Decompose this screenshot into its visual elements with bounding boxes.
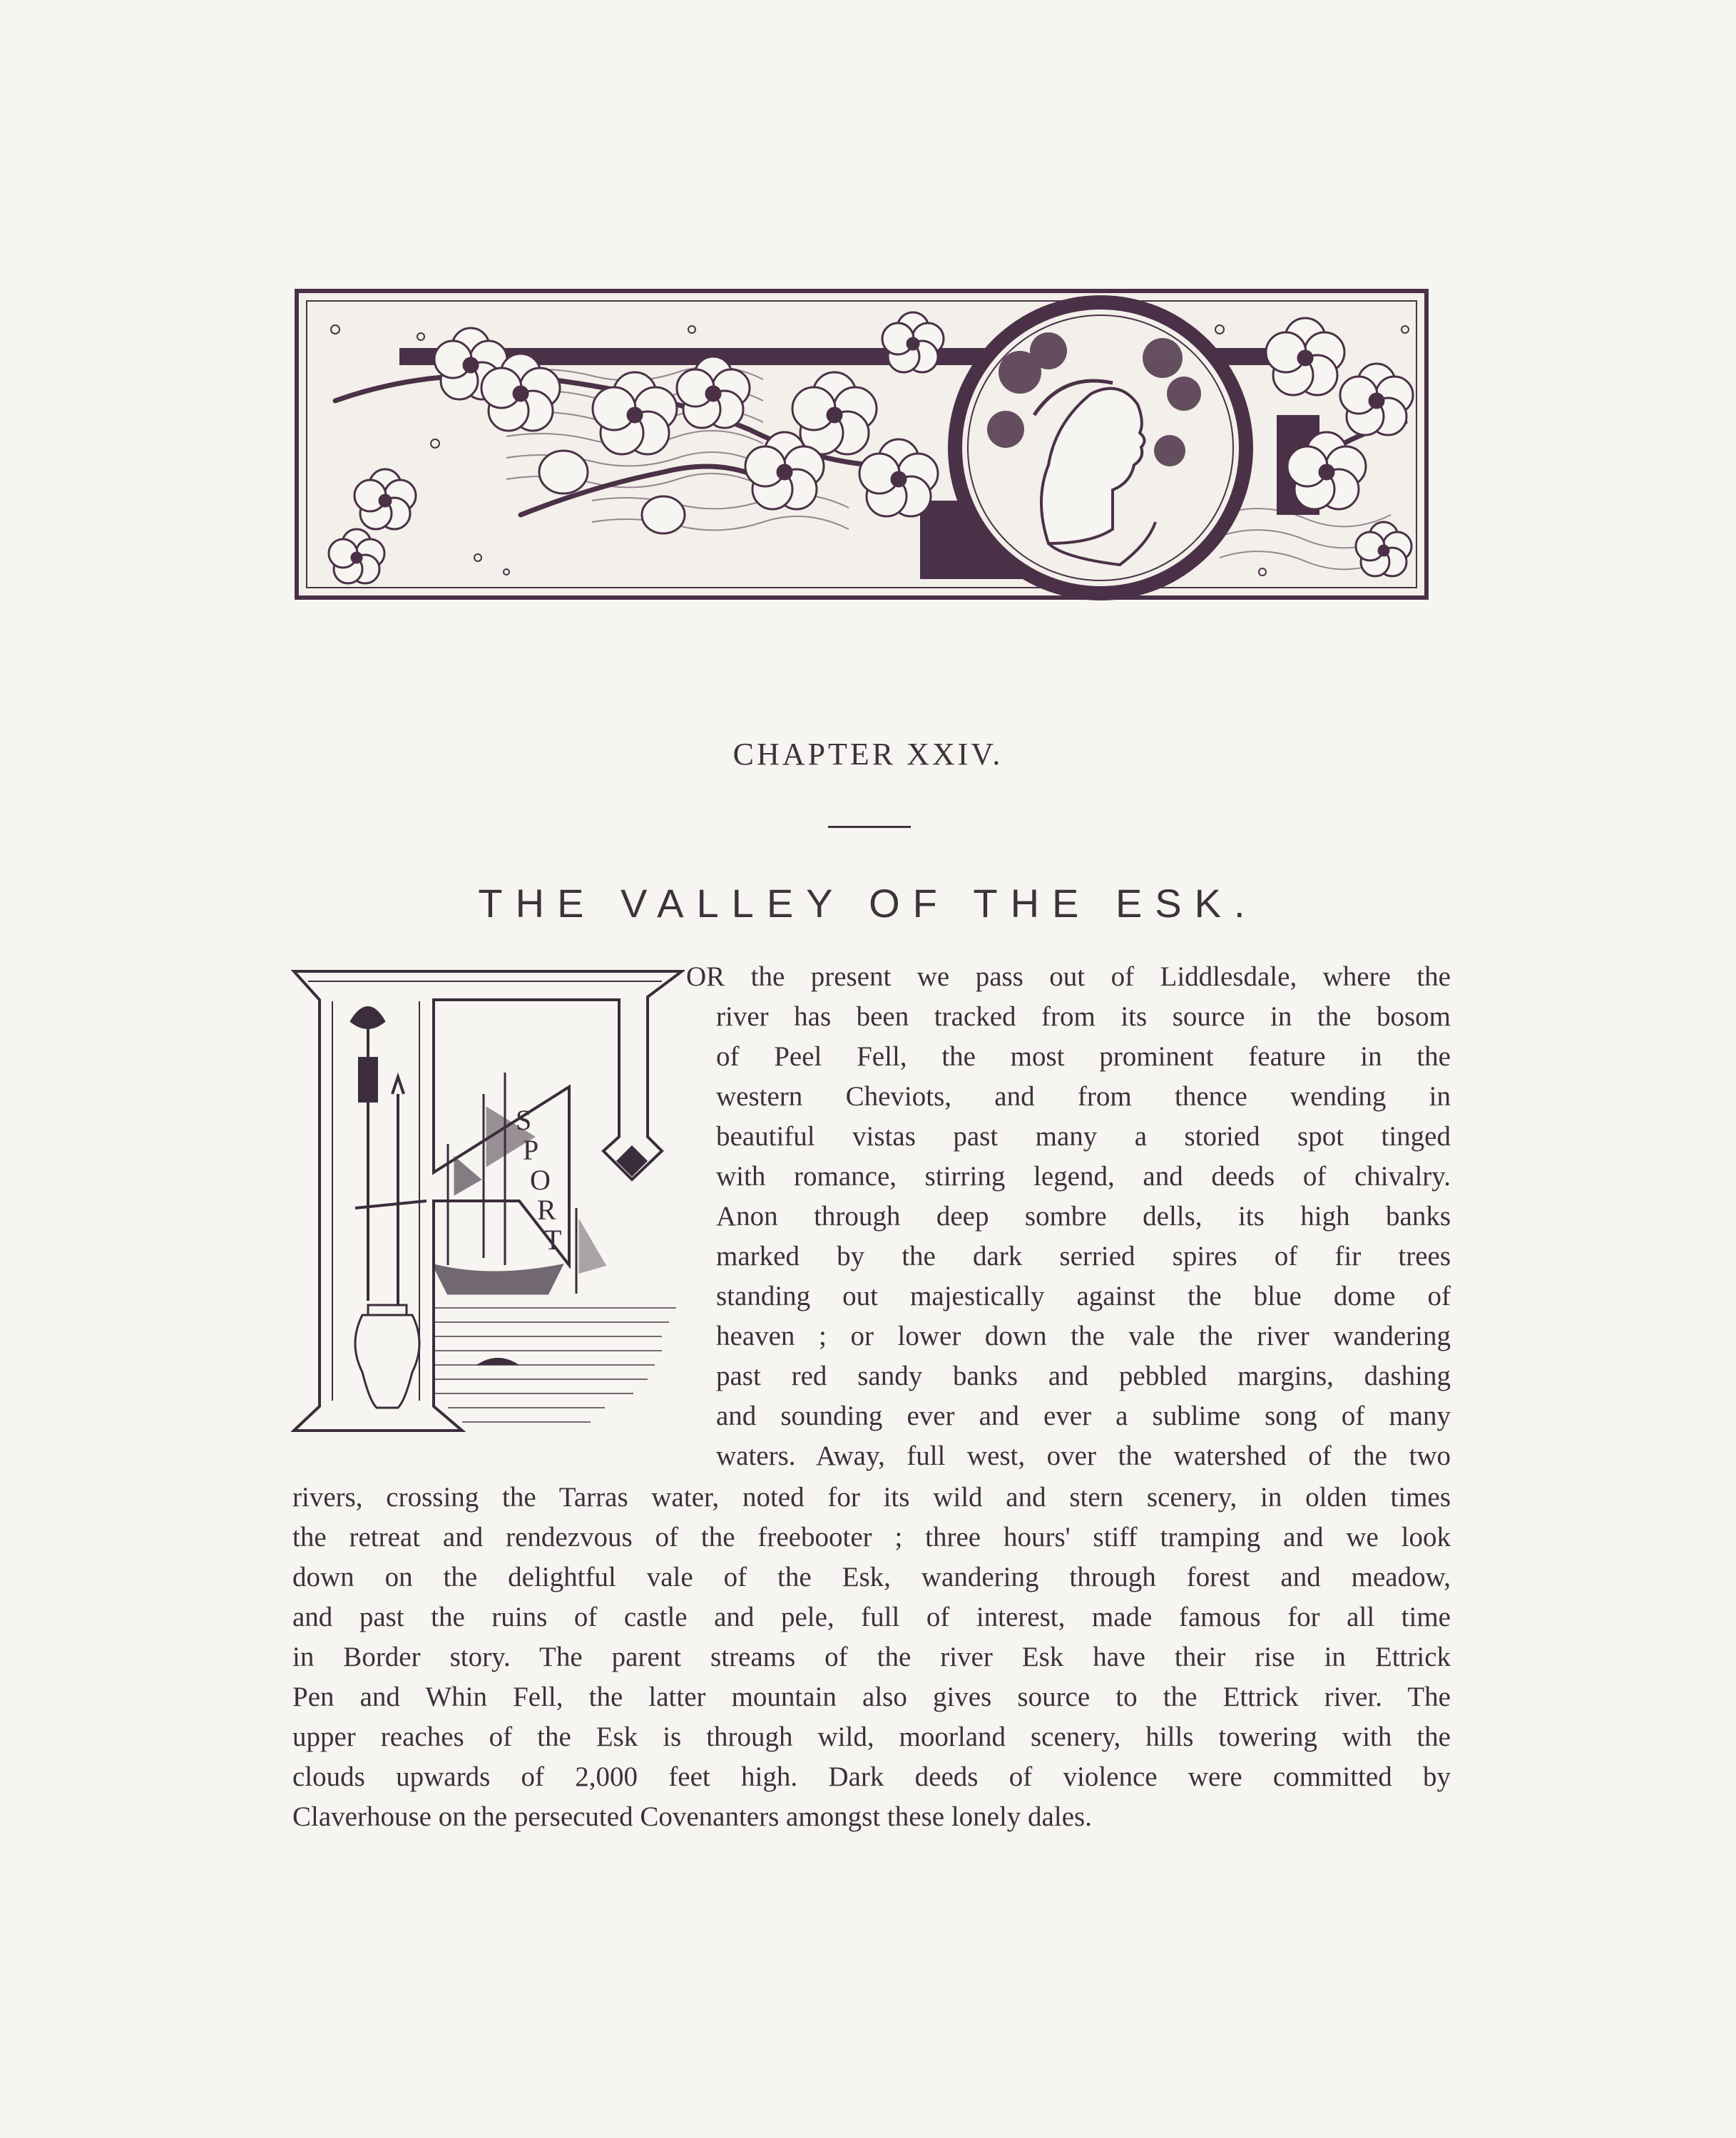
body-text-line: in Border story. The parent streams of the river Esk have their rise in Ettrick xyxy=(292,1642,1451,1672)
body-text-line: western Cheviots, and from thence wending in xyxy=(716,1081,1451,1112)
body-text-line: standing out majestically against the blue dome of xyxy=(716,1281,1451,1311)
body-text-line: Claverhouse on the persecuted Covenanters amongst these lonely dales. xyxy=(292,1801,1092,1832)
title-divider xyxy=(828,826,911,828)
svg-text:R: R xyxy=(537,1194,556,1226)
body-text-line: heaven ; or lower down the vale the river wandering xyxy=(716,1321,1451,1351)
decorated-initial-f xyxy=(291,966,685,1436)
body-text-line: Anon through deep sombre dells, its high banks xyxy=(716,1201,1451,1232)
svg-text:O: O xyxy=(530,1164,551,1196)
body-text-line: waters. Away, full west, over the watershed of the two xyxy=(716,1441,1451,1471)
body-text-line: past red sandy banks and pebbled margins, dashing xyxy=(716,1361,1451,1391)
chapter-number: CHAPTER XXIV. xyxy=(732,737,1004,772)
body-text-line: with romance, stirring legend, and deeds of chivalry. xyxy=(716,1161,1451,1192)
body-text-line: Pen and Whin Fell, the latter mountain also gives source to the Ettrick river. The xyxy=(292,1682,1451,1712)
svg-text:S: S xyxy=(516,1104,532,1136)
body-text-line: marked by the dark serried spires of fir trees xyxy=(716,1241,1451,1272)
body-text-line: clouds upwards of 2,000 feet high. Dark deeds of violence were committed by xyxy=(292,1761,1451,1792)
body-text-line: river has been tracked from its source in the bosom xyxy=(716,1001,1451,1032)
svg-text:P: P xyxy=(523,1134,539,1166)
body-text-line: OR the present we pass out of Liddlesdale, where the xyxy=(686,961,1451,992)
body-text-line: rivers, crossing the Tarras water, noted for its wild and stern scenery, in olden times xyxy=(292,1482,1451,1513)
svg-text:T: T xyxy=(544,1224,562,1256)
body-text-line: beautiful vistas past many a storied spot tinged xyxy=(716,1121,1451,1152)
body-text-line: and sounding ever and ever a sublime song of many xyxy=(716,1401,1451,1431)
chapter-title: THE VALLEY OF THE ESK. xyxy=(478,881,1258,926)
body-text-line: and past the ruins of castle and pele, full of interest, made famous for all time xyxy=(292,1602,1451,1632)
body-text-line: of Peel Fell, the most prominent feature in the xyxy=(716,1041,1451,1072)
body-text-line: the retreat and rendezvous of the freebooter ; three hours' stiff tramping and we look xyxy=(292,1522,1451,1553)
body-text-line: upper reaches of the Esk is through wild, moorland scenery, hills towering with the xyxy=(292,1722,1451,1752)
body-text-line: down on the delightful vale of the Esk, wandering through forest and meadow, xyxy=(292,1562,1451,1592)
floral-headpiece-illustration xyxy=(292,287,1431,602)
